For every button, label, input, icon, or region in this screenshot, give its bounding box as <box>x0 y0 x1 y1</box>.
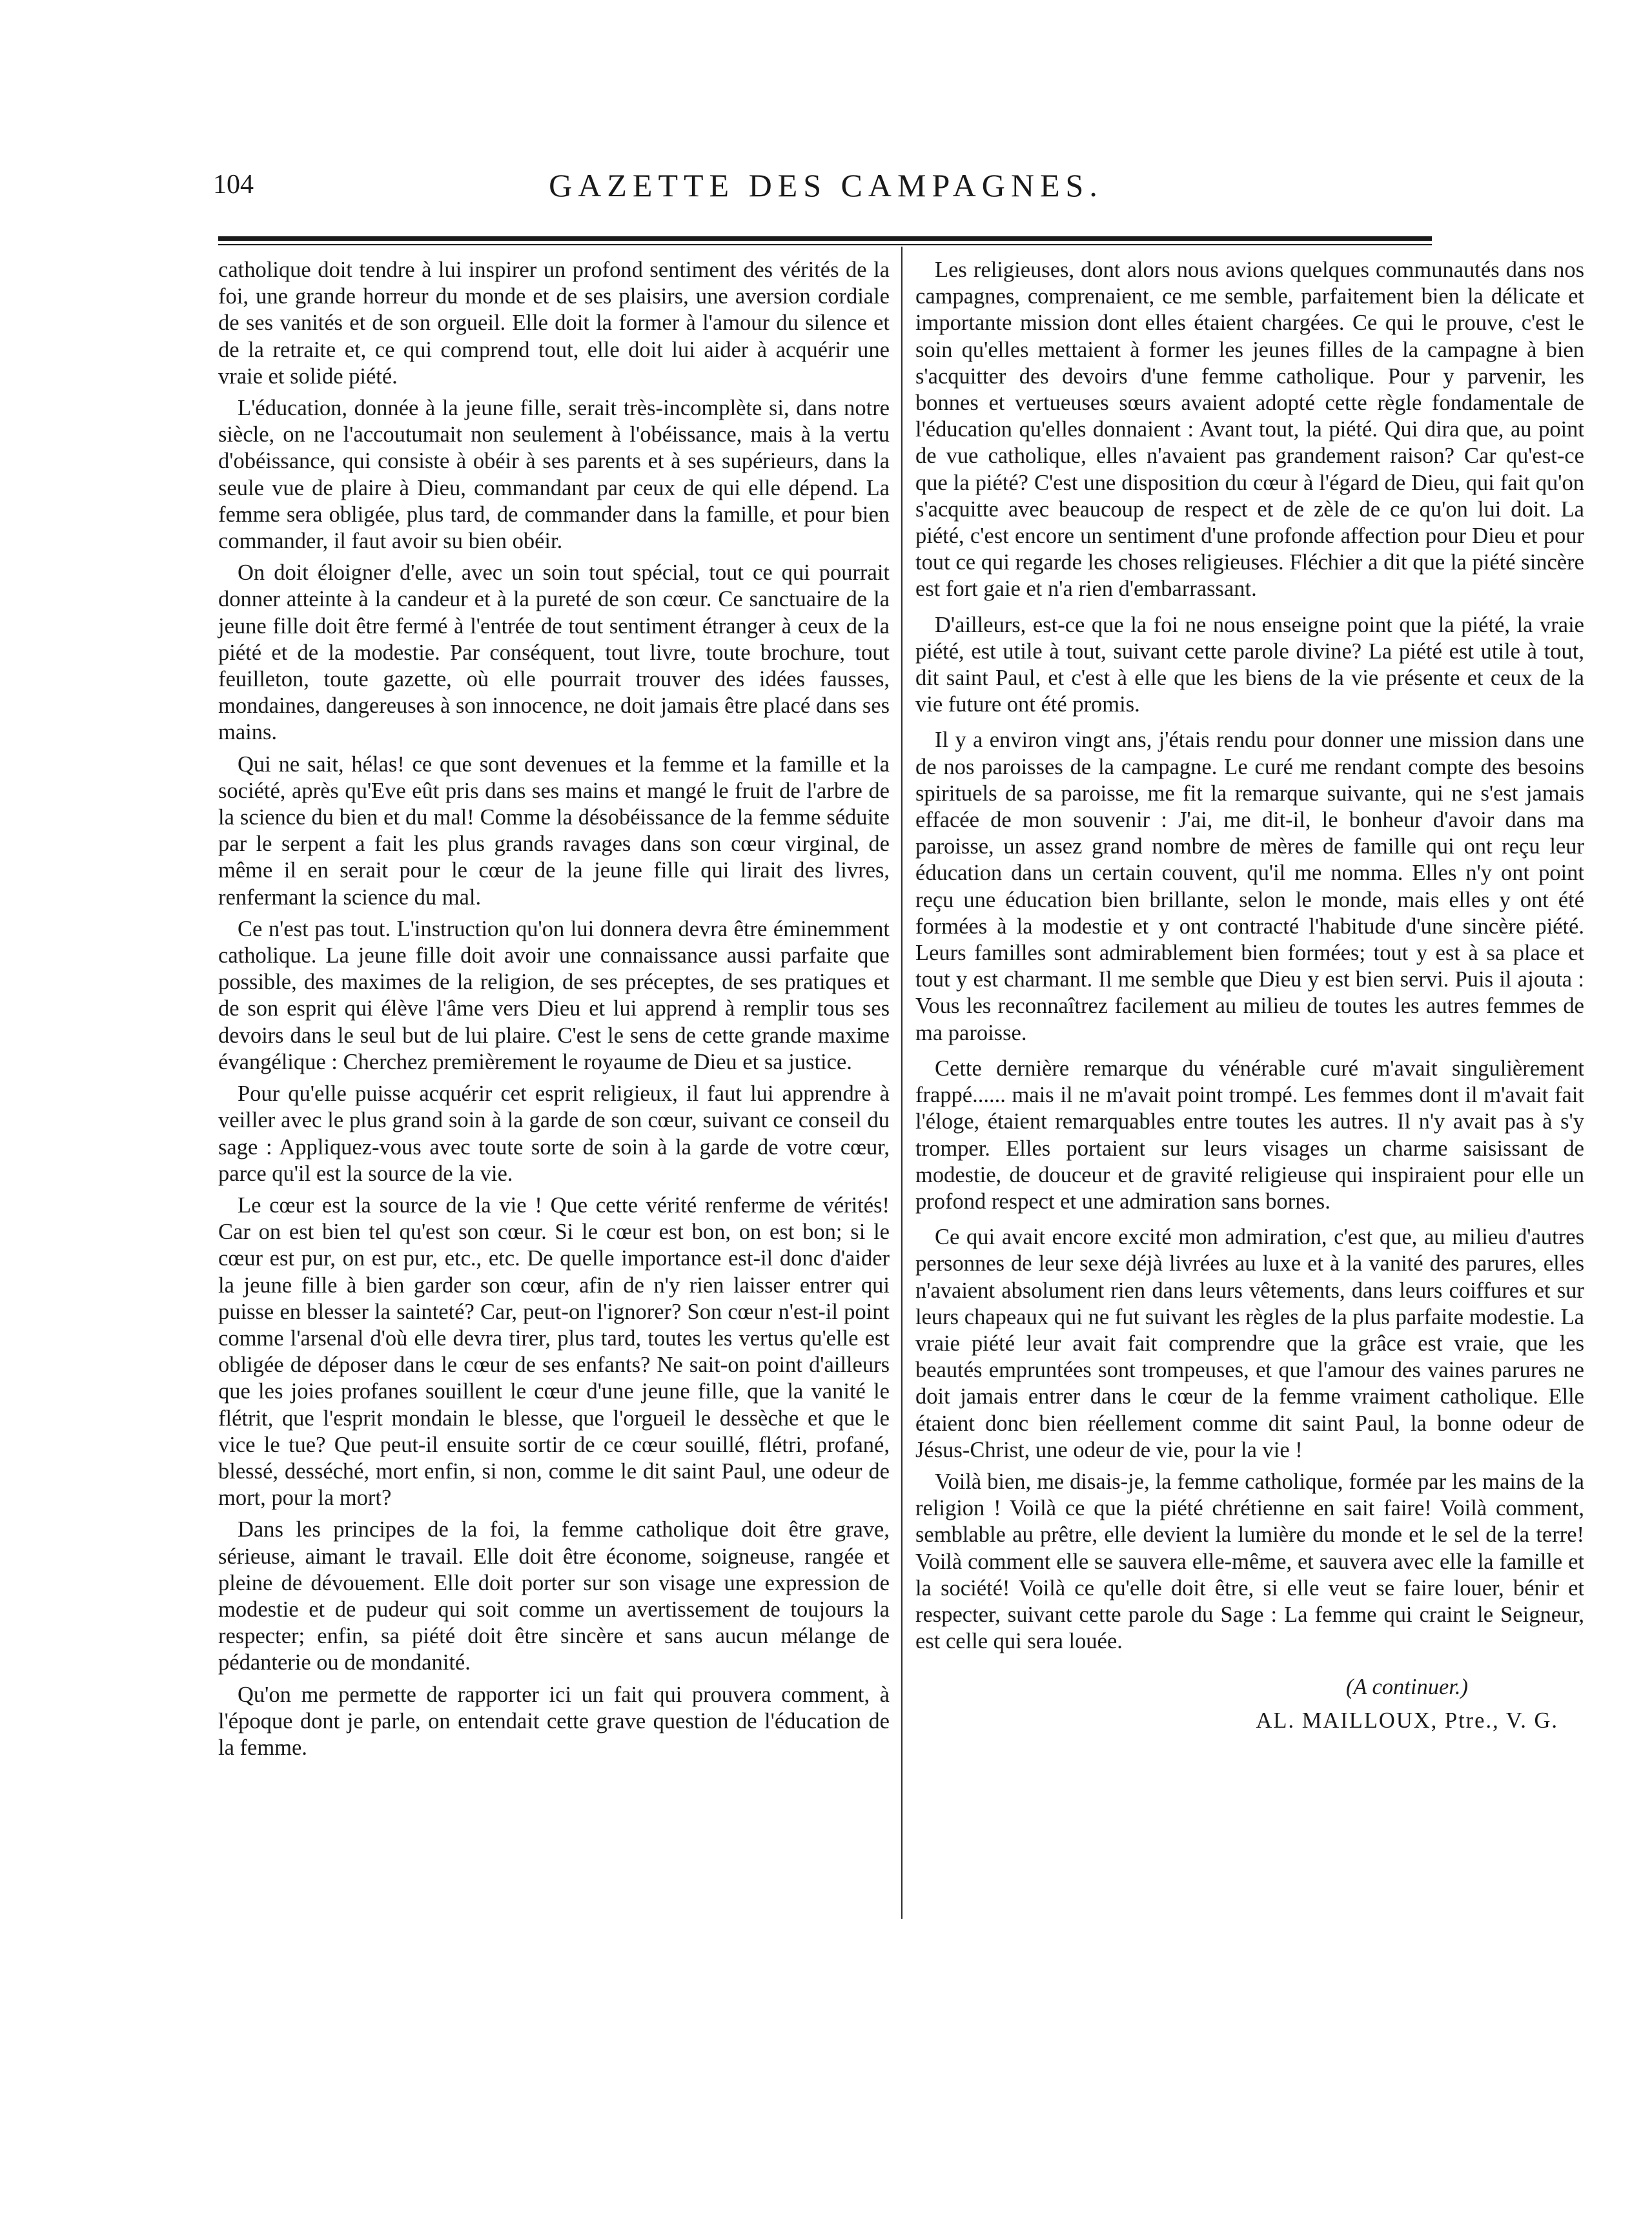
left-column <box>218 257 890 1766</box>
column-divider <box>901 247 902 1919</box>
paragraph: On doit éloigner d'elle, avec un soin tout spécial, tout ce qui pourrait donner atteinte à la candeur et à la pureté de son cœur. Ce sanctuaire de la jeune fille doit être fermé à l'entrée de tout sentiment étranger à ceux de la piété et de la modestie. Par conséquent, tout livre, toute brochure, tout feuilleton, toute gazette, où elle pourrait trouver des idées fausses, mondaines, dangereuses à son innocence, ne doit jamais être placé dans ses mains. <box>218 560 890 745</box>
paragraph: catholique doit tendre à lui inspirer un profond sentiment des vérités de la foi, une grande horreur du monde et de ses plaisirs, une aversion cordiale de ses vanités et de son orgueil. Elle doit la former à l'amour du silence et de la retraite et, ce qui comprend tout, elle doit lui aider à acquérir une vraie et solide piété. <box>218 258 890 389</box>
paragraph: L'éducation, donnée à la jeune fille, serait très-incomplète si, dans notre siècle, on ne l'accoutumait non seulement à l'obéissance, mais à la vertu d'obéissance, qui consiste à obéir à ses parents et à ses supérieurs, dans la seule vue de plaire à Dieu, commandant par ceux de qui elle dépend. La femme sera obligée, plus tard, de commander dans la famille, et pour bien commander, il faut avoir su bien obéir. <box>218 396 890 554</box>
paragraph: Cette dernière remarque du vénérable curé m'avait singulièrement frappé...... mais il ne m'avait point trompé. Les femmes dont il m'avait fait l'éloge, étaient remarquables entre toutes les autres. Il n'y avait pas à s'y tromper. Elles portaient sur leurs visages un charme saisissant de modestie, de douceur et de gravité religieuse qui inspiraient pour elle un profond respect et une admiration sans bornes. <box>915 1056 1584 1214</box>
paragraph: Pour qu'elle puisse acquérir cet esprit religieux, il faut lui apprendre à veiller avec le plus grand soin à la garde de son cœur, suivant ce conseil du sage : Appliquez-vous avec toute sorte de soin à la garde de votre cœur, parce qu'il est la source de la vie. <box>218 1081 890 1186</box>
paragraph: D'ailleurs, est-ce que la foi ne nous enseigne point que la piété, la vraie piété, est utile à tout, suivant cette parole divine? La piété est utile à tout, dit saint Paul, et c'est à elle que les biens de la vie présente et ceux de la vie future ont été promis. <box>915 612 1584 717</box>
page-title: GAZETTE DES CAMPAGNES. <box>549 167 1103 203</box>
author-signature: AL. MAILLOUX, Ptre., V. G. <box>1256 1708 1558 1733</box>
paragraph: Voilà bien, me disais-je, la femme catholique, formée par les mains de la religion ! Voilà ce que la piété chrétienne en sait faire! Voilà comment, semblable au prêtre, elle devient la lumière du monde et le sel de la terre! Voilà comment elle se sauvera elle-même, et sauvera avec elle la famille et la société! Voilà ce qu'elle doit être, si elle veut se faire louer, bénir et respecter, suivant cette parole du Sage : La femme qui craint le Seigneur, est celle qui sera louée. <box>915 1469 1584 1654</box>
page-number: 104 <box>213 170 254 199</box>
paragraph: Il y a environ vingt ans, j'étais rendu pour donner une mission dans une de nos paroisses de la campagne. Le curé me rendant compte des besoins spirituels de sa paroisse, me fit la remarque suivante, qui ne s'est jamais effacée de mon souvenir : J'ai, me dit-il, le bonheur d'avoir dans ma paroisse, un assez grand nombre de mères de famille qui ont reçu leur éducation dans un certain couvent, qu'il me nomma. Elles n'y ont point reçu une éducation bien brillante, selon le monde, mais elles y ont été formées à la modestie et y ont contracté l'habitude d'une sincère piété. Leurs familles sont admirablement bien formées; tout y est à sa place et tout y est charmant. Il me semble que Dieu y est bien servi. Puis il ajouta : Vous les reconnaîtrez facilement au milieu de toutes les autres femmes de ma paroisse. <box>915 728 1584 1045</box>
paragraph: Qu'on me permette de rapporter ici un fait qui prouvera comment, à l'époque dont je parle, on entendait cette grave question de l'éducation de la femme. <box>218 1682 890 1760</box>
right-column <box>915 257 1584 1734</box>
paragraph: Ce qui avait encore excité mon admiration, c'est que, au milieu d'autres personnes de leur sexe déjà livrées au luxe et à la vanité des parures, elles n'avaient absolument rien dans leurs vêtements, dans leurs coiffures et sur leurs chapeaux qui ne fut suivant les règles de la plus parfaite modestie. La vraie piété leur avait fait comprendre que la grâce est vraie, que les beautés empruntées sont trompeuses, et que l'amour des vaines parures ne doit jamais entrer dans le cœur de la femme vraiment catholique. Elle étaient donc bien réellement comme dit saint Paul, la bonne odeur de Jésus-Christ, une odeur de vie, pour la vie ! <box>915 1225 1584 1462</box>
paragraph: Dans les principes de la foi, la femme catholique doit être grave, sérieuse, aimant le travail. Elle doit être économe, soigneuse, rangée et pleine de dévouement. Elle doit porter sur son visage une expression de modestie et de pudeur qui soit comme un avertissement de toujours la respecter; enfin, sa piété doit être sincère et sans aucun mélange de pédanterie ou de mondanité. <box>218 1517 890 1675</box>
paragraph: Qui ne sait, hélas! ce que sont devenues et la femme et la famille et la société, après qu'Eve eût pris dans ses mains et mangé le fruit de l'arbre de la science du bien et du mal! Comme la désobéissance de la femme séduite par le serpent a fait les plus grands ravages dans son cœur virginal, de même il en serait pour le cœur de la jeune fille qui lirait des livres, renfermant la science du mal. <box>218 751 890 910</box>
continuation-note: (A continuer.) <box>1345 1675 1468 1700</box>
header-rule-thin <box>218 244 1432 245</box>
paragraph: Le cœur est la source de la vie ! Que cette vérité renferme de vérités! Car on est bien tel qu'est son cœur. Si le cœur est bon, on est bon; si le cœur est pur, on est pur, etc., etc. De quelle importance est-il donc d'aider la jeune fille à bien garder son cœur, afin de n'y rien laisser entrer qui puisse en blesser la sainteté? Car, peut-on l'ignorer? Son cœur n'est-il point comme l'arsenal d'où elle devra tirer, plus tard, toutes les vertus qu'elle est obligée de déposer dans le cœur de ses enfants? Ne sait-on point d'ailleurs que les joies profanes souillent le cœur d'une jeune fille, que la vanité le flétrit, que l'esprit mondain le blesse, que l'orgueil le dessèche et que le vice le tue? Que peut-il ensuite sortir de ce cœur souillé, flétri, profané, blessé, desséché, mort enfin, si non, comme le dit saint Paul, une odeur de mort, pour la mort? <box>218 1192 890 1511</box>
paragraph: Les religieuses, dont alors nous avions quelques communautés dans nos campagnes, comprenaient, ce me semble, parfaitement bien la délicate et importante mission dont elles étaient chargées. Ce qui le prouve, c'est le soin qu'elles mettaient à former les jeunes filles de la campagne à bien s'acquitter des devoirs d'une femme catholique. Pour y parvenir, les bonnes et vertueuses sœurs avaient adopté cette règle fondamentale de l'éducation qu'elles donnaient : Avant tout, la piété. Qui dira que, au point de vue catholique, elles n'avaient pas grandement raison? Car qu'est-ce que la piété? C'est une disposition du cœur à l'égard de Dieu, qui fait qu'on s'acquitte avec beaucoup de respect et de zèle de ce qu'on lui doit. La piété, c'est encore un sentiment d'une profonde affection pour Dieu et pour tout ce qui regarde les choses religieuses. Fléchier a dit que la piété sincère est fort gaie et n'a rien d'embarrassant. <box>915 258 1584 602</box>
paragraph: Ce n'est pas tout. L'instruction qu'on lui donnera devra être éminemment catholique. La jeune fille doit avoir une connaissance aussi parfaite que possible, des maximes de la religion, de ses préceptes, de ses pratiques et de son esprit qui élève l'âme vers Dieu et lui apprend à remplir tous ses devoirs dans le seul but de lui plaire. C'est le sens de cette grande maxime évangélique : Cherchez premièrement le royaume de Dieu et sa justice. <box>218 916 890 1074</box>
header-rule-thick <box>218 236 1432 241</box>
